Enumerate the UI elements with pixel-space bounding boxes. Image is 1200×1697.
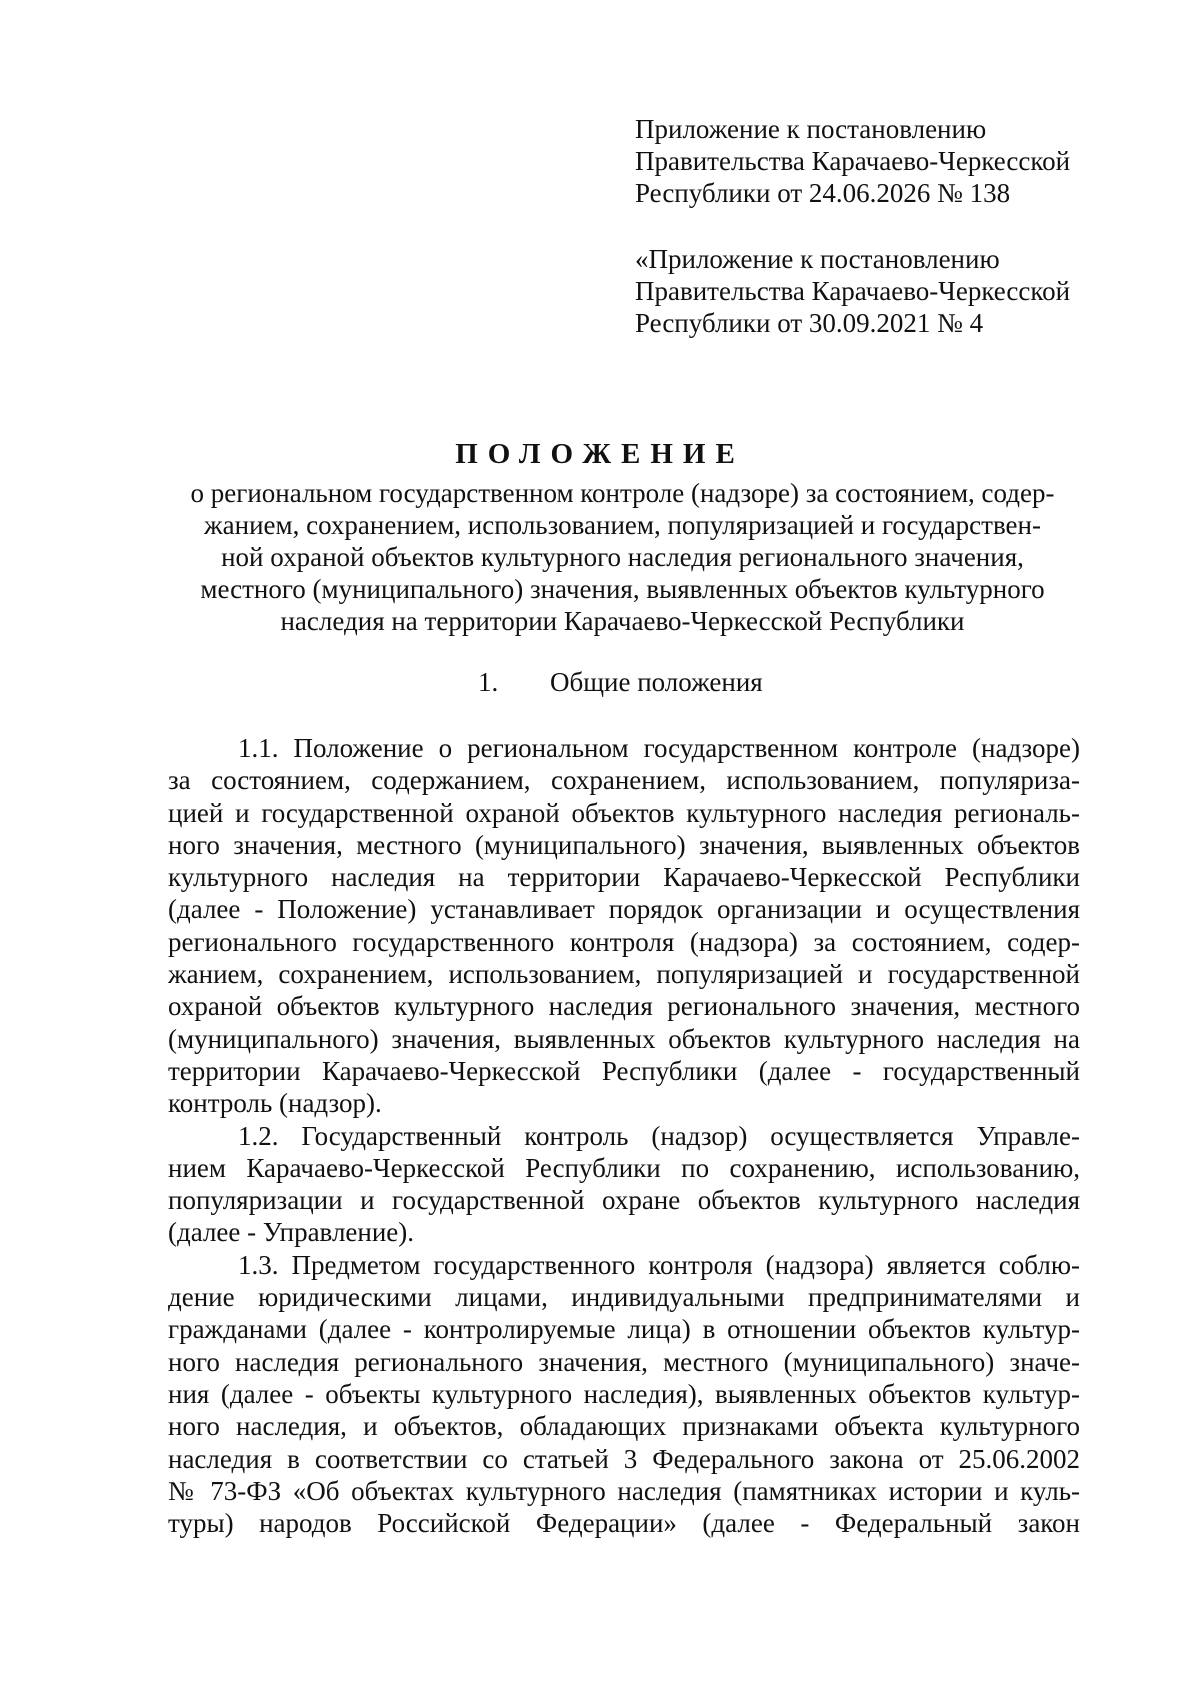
paragraph-line: охраной объектов культурного наследия регионального значения, местного [168,991,1080,1022]
paragraph-line: (далее - Положение) устанавливает порядок организации и осуществления [168,894,1080,925]
paragraph-line: наследия в соответствии со статьей 3 Федерального закона от 25.06.2002 [168,1443,1080,1474]
paragraph-line: дение юридическими лицами, индивидуальными предпринимателями и [168,1282,1080,1313]
annex-original-line: Правительства Карачаево-Черкесской [635,276,1071,306]
paragraph-line: туры) народов Российской Федерации» (далее - Федеральный закон [168,1508,1080,1539]
subtitle-line: местного (муниципального) значения, выявленных объектов культурного [200,574,1045,604]
section-heading [478,666,763,698]
document-subtitle [150,477,1095,637]
subtitle-line: ной охраной объектов культурного наследия регионального значения, [221,542,1024,572]
paragraph-line: ния (далее - объекты культурного наследия), выявленных объектов культур- [168,1378,1080,1409]
annex-current-line: Правительства Карачаево-Черкесской [635,146,1071,176]
paragraph-line: (далее - Управление). [168,1217,415,1248]
paragraph-line: контроль (надзор). [168,1088,382,1119]
paragraph-line: популяризации и государственной охране объектов культурного наследия [168,1185,1080,1216]
paragraph-line: за состоянием, содержанием, сохранением, использованием, популяриза- [168,765,1080,796]
paragraph-line: территории Карачаево-Черкесской Республики (далее - государственный [168,1055,1080,1086]
paragraph-line: гражданами (далее - контролируемые лица) в отношении объектов культур- [168,1314,1080,1345]
subtitle-line: наследия на территории Карачаево-Черкесской Республики [280,606,965,636]
paragraph-line: 1.2. Государственный контроль (надзор) осуществляется Управле- [238,1120,1080,1151]
document-body [168,732,1080,1539]
paragraph-line: ного наследия, и объектов, обладающих признаками объекта культурного [168,1411,1080,1442]
annex-original-line: Республики от 30.09.2021 № 4 [635,308,984,338]
paragraph-line: 1.1. Положение о региональном государственном контроле (надзоре) [238,733,1080,763]
annex-current-line: Республики от 24.06.2026 № 138 [635,178,1011,208]
section-title: Общие положения [550,667,763,697]
subtitle-line: о региональном государственном контроле (надзоре) за состоянием, содер- [190,478,1055,508]
document-title: ПОЛОЖЕНИЕ [455,438,745,470]
annex-original-line: «Приложение к постановлению [635,244,1000,274]
annex-original-block [635,243,1115,339]
paragraph-line: ного наследия регионального значения, местного (муниципального) значе- [168,1346,1080,1377]
annex-current-line: Приложение к постановлению [635,114,987,144]
paragraph-line: (муниципального) значения, выявленных объектов культурного наследия на [168,1023,1080,1054]
paragraph-line: цией и государственной охраной объектов культурного наследия региональ- [168,797,1080,828]
section-number: 1. [478,667,499,697]
annex-current-block [635,113,1115,209]
paragraph-line: 1.3. Предметом государственного контроля (надзора) является соблю- [238,1249,1080,1280]
subtitle-line: жанием, сохранением, использованием, популяризацией и государствен- [204,510,1041,540]
paragraph-line: № 73-ФЗ «Об объектах культурного наследия (памятниках истории и куль- [168,1475,1080,1506]
paragraph-line: регионального государственного контроля (надзора) за состоянием, содер- [168,926,1080,957]
paragraph-line: ного значения, местного (муниципального) значения, выявленных объектов [168,829,1080,860]
paragraph-line: жанием, сохранением, использованием, популяризацией и государственной [168,959,1080,990]
paragraph-line: нием Карачаево-Черкесской Республики по сохранению, использованию, [168,1152,1080,1183]
paragraph-line: культурного наследия на территории Карачаево-Черкесской Республики [168,862,1080,893]
